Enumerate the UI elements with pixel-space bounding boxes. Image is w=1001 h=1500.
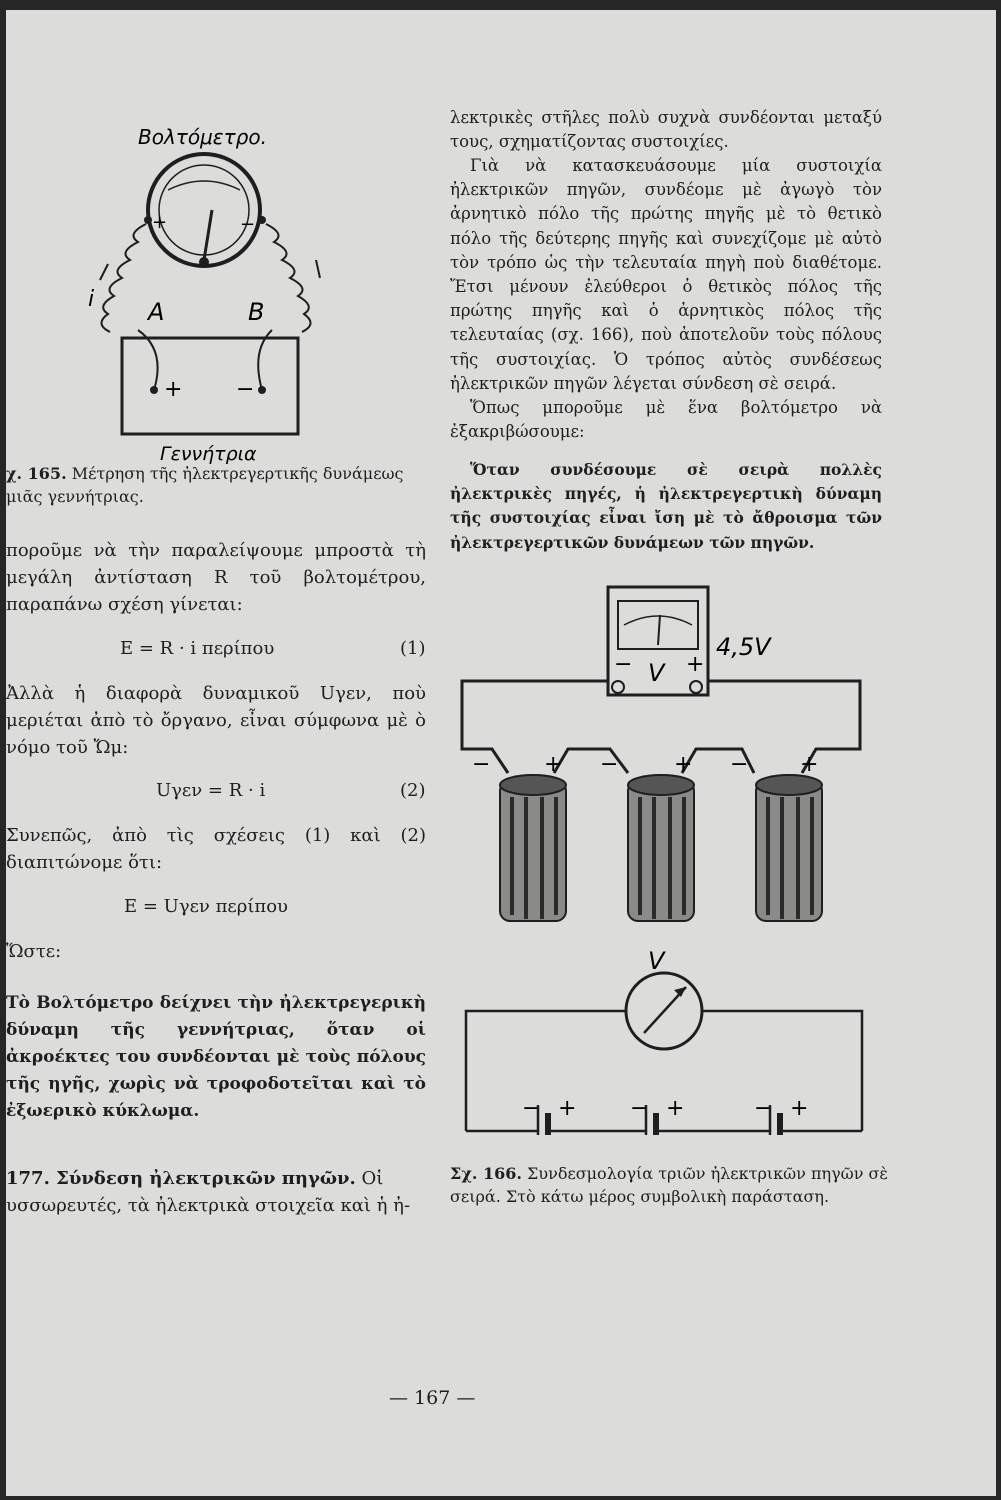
battery-2 — [628, 775, 694, 921]
svg-text:−: − — [754, 1096, 773, 1121]
label-B: B — [248, 298, 265, 326]
figure-165-voltmeter-generator — [76, 120, 346, 470]
svg-text:+: + — [800, 752, 819, 777]
svg-text:−: − — [236, 377, 255, 402]
label-A: A — [148, 298, 165, 326]
battery-3 — [756, 775, 822, 921]
figure-165-caption-number: χ. 165. — [6, 464, 67, 483]
right-para-3: Ὅπως μποροῦμε μὲ ἕνα βολτόμετρο νὰ ἐξακριβώσουμε: — [450, 398, 882, 442]
left-para-3: Συνεπῶς, ἀπὸ τὶς σχέσεις (1) καὶ (2) διαπιτώνομε ὅτι: — [6, 825, 426, 873]
svg-text:+: + — [686, 652, 705, 677]
figure-165-caption-text: Μέτρηση τῆς ἠλεκτρεγερτικῆς δυνάμεως μιᾶς γεννήτριας. — [6, 464, 404, 506]
svg-text:−: − — [614, 652, 633, 677]
fig166-voltmeter-reading: 4,5V — [716, 633, 771, 661]
label-i: i — [88, 287, 95, 312]
fig166-symbol-label: V — [648, 947, 665, 975]
figure-165-caption — [6, 462, 426, 508]
equation-2-number: (2) — [400, 780, 426, 801]
right-para-1: λεκτρικὲς στῆλες πολὺ συχνὰ συνδέονται μεταξύ τους, σχηματίζοντας συστοιχίες. — [450, 108, 882, 152]
section-177-text: Οἱ υσσωρευτές, τὰ ἠλεκτρικὰ στοιχεῖα καὶ ἡ ἠ- — [6, 1168, 411, 1216]
svg-text:−: − — [600, 752, 619, 777]
equation-1: E = R · i περίπου — [120, 638, 275, 659]
right-para-2: Γιὰ νὰ κατασκευάσουμε μία συστοιχία ἠλεκτρικῶν πηγῶν, συνδέομε μὲ ἀγωγὸ τὸν ἀρνητικὸ πόλο τῆς πρώτης πηγῆς μὲ τὸ θετικὸ πόλο τῆς δεύτερης πηγῆς καὶ συνεχίζομε μὲ αὐτὸ τὸν τρόπο ὡς τὴν τελευταία πηγὴ ποὺ διαθέτομε. Ἔτσι μένουν ἐλεύθεροι ὁ θετικὸς πόλος τῆς πρώτης πηγῆς καὶ ὁ ἀρνητικὸς πόλος τῆς τελευταίας (σχ. 166), ποὺ ἀποτελοῦν τοὺς πόλους τῆς συστοιχίας. Ὁ τρόπος αὐτὸς συνδέσεως ἠλεκτρικῶν πηγῶν λέγεται σύνδεση σὲ σειρά. — [450, 156, 882, 393]
svg-text:−: − — [240, 214, 256, 235]
svg-text:−: − — [522, 1096, 541, 1121]
fig166-voltmeter-label: V — [648, 659, 665, 687]
equation-1-number: (1) — [400, 638, 426, 659]
section-177-heading: 177. Σύνδεση ἠλεκτρικῶν πηγῶν. — [6, 1168, 356, 1189]
svg-text:+: + — [544, 752, 563, 777]
figure-165-title-label: Βολτόμετρο. — [138, 125, 267, 149]
figure-165-bottom-label: Γεννήτρια — [160, 443, 257, 465]
svg-text:+: + — [674, 752, 693, 777]
equation-3: E = Uγεν περίπου — [124, 896, 288, 917]
section-177 — [6, 1165, 426, 1219]
svg-text:−: − — [730, 752, 749, 777]
right-bold-statement: Ὅταν συνδέσουμε σὲ σειρὰ πολλὲς ἠλεκτρικὲς πηγές, ἡ ἠλεκτρεγερτικὴ δύναμη τῆς συστοιχίας εἶναι ἴση μὲ τὸ ἄθροισμα τῶν ἠλεκτρεγερτικῶν δυνάμεων τῶν πηγῶν. — [450, 460, 882, 552]
svg-text:+: + — [666, 1096, 685, 1121]
left-para-2: Ἀλλὰ ἡ διαφορὰ δυναμικοῦ Uγεν, ποὺ μεριέται ἀπὸ τὸ ὄργανο, εἶναι σύμφωνα μὲ ὸ νόμο τοῦ Ὤμ: — [6, 683, 426, 758]
figure-166-caption — [450, 1162, 890, 1208]
figure-166-caption-number: Σχ. 166. — [450, 1164, 522, 1183]
left-bold-statement: Τὸ Βολτόμετρο δείχνει τὴν ἠλεκτρεγερικὴ δύναμη τῆς γεννήτριας, ὅταν οἱ ἀκροέκτες του συνδέονται μὲ τοὺς πόλους τῆς ηγῆς, χωρὶς νὰ τροφοδοτεῖται καὶ τὸ ἐξωερικὸ κύκλωμα. — [6, 993, 426, 1121]
svg-text:+: + — [558, 1096, 577, 1121]
battery-1 — [500, 775, 566, 921]
page-number: — 167 — — [389, 1387, 476, 1409]
svg-text:+: + — [164, 377, 183, 402]
figure-166-caption-text: Συνδεσμολογία τριῶν ἠλεκτρικῶν πηγῶν σὲ σειρά. Στὸ κάτω μέρος συμβολικὴ παράσταση. — [450, 1164, 889, 1206]
svg-text:+: + — [152, 212, 168, 233]
figure-166-series-connection — [450, 585, 890, 1135]
svg-text:−: − — [472, 752, 491, 777]
left-para-4: Ὥστε: — [6, 941, 62, 962]
left-para-1: ποροῦμε νὰ τὴν παραλείψουμε μπροστὰ τὴ μεγάλη ἀντίσταση R τοῦ βολτομέτρου, παραπάνω σχέση γίνεται: — [6, 540, 426, 615]
equation-2: Uγεν = R · i — [156, 780, 266, 801]
svg-text:−: − — [630, 1096, 649, 1121]
book-page — [6, 10, 996, 1496]
svg-text:+: + — [790, 1096, 809, 1121]
